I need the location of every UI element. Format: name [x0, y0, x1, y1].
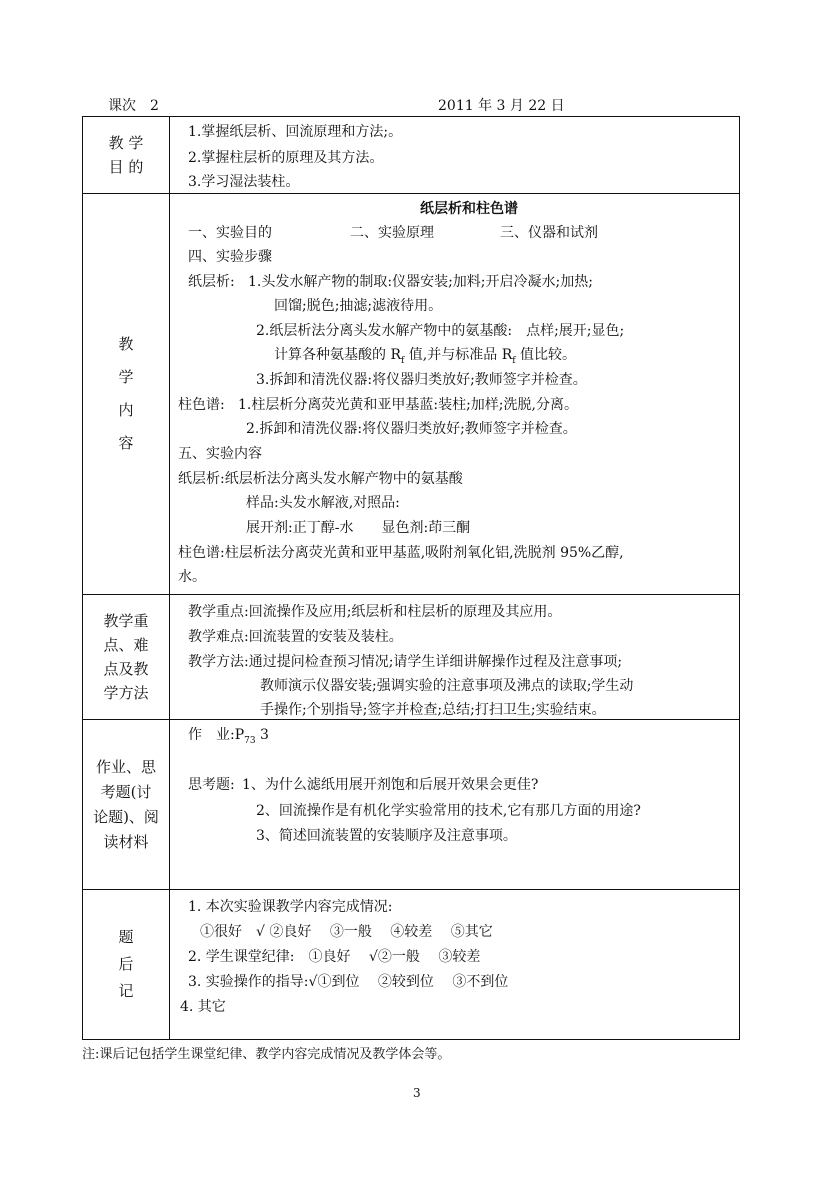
question-3: 3、简述回流装置的安装顺序及注意事项。 [256, 828, 517, 844]
section-instruments: 三、仪器和试剂 [500, 225, 598, 241]
completion-heading: 1. 本次实验课教学内容完成情况: [188, 899, 393, 915]
exp-column: 柱色谱:柱层析法分离荧光黄和亚甲基蓝,吸附剂氧化铝,洗脱剂 95%乙醇, [178, 545, 624, 561]
objectives-cell [170, 117, 740, 194]
content-label [83, 194, 170, 595]
homework-label-line: 读材料 [103, 832, 149, 851]
discipline-line: 2. 学生课堂纪律: ①良好 √②一般 ③较差 [188, 949, 481, 965]
paper-step-2-cont: 计算各种氨基酸的 $R_f$ 值,并与标准品 $R_f$ 值比较。 [274, 347, 577, 366]
focus-label-line: 学方法 [103, 684, 149, 702]
questions-label: 思考题: [188, 777, 235, 793]
header-row [108, 95, 738, 115]
question-1: 1、为什么滤纸用展开剂饱和后展开效果会更佳? [242, 777, 539, 793]
exp-paper: 纸层析:纸层析法分离头发水解产物中的氨基酸 [178, 471, 463, 487]
section-principle: 二、实验原理 [350, 225, 434, 241]
homework-assignment: 作 业$:P_{73}$ 3 [188, 727, 269, 746]
content-cell [170, 194, 740, 595]
paper-step-1: 1.头发水解产物的制取:仪器安装;加料;开启冷凝水;加热; [248, 274, 593, 290]
content-label-line: 教 [118, 335, 134, 353]
objective-item: 1.掌握纸层析、回流原理和方法;。 [188, 124, 403, 140]
section-purpose: 一、实验目的 [188, 225, 272, 241]
column-label: 柱色谱: [178, 397, 225, 413]
exp-sample: 样品:头发水解液,对照品: [246, 495, 400, 511]
exp-column-cont: 水。 [178, 569, 206, 585]
objective-item: 2.掌握柱层析的原理及其方法。 [188, 150, 384, 166]
lesson-date: 2011 年 3 月 22 日 [438, 98, 565, 114]
lesson-number: 课次 2 [108, 98, 159, 114]
paper-step-2: 2.纸层析法分离头发水解产物中的氨基酸: 点样;展开;显色; [256, 323, 625, 339]
paper-label: 纸层析: [188, 274, 235, 290]
paper-step-3: 3.拆卸和清洗仪器:将仪器归类放好;教师签字并检查。 [256, 372, 587, 388]
homework-cell [170, 720, 740, 890]
objectives-label-line: 教 学 [108, 134, 144, 152]
afterclass-cell [170, 890, 740, 1040]
exp-developer: 展开剂:正丁醇-水 显色剂:茚三酮 [246, 520, 471, 536]
homework-label-line: 论题)、阅 [93, 807, 159, 826]
homework-label [83, 720, 170, 890]
focus-label-line: 点及教 [103, 660, 149, 678]
afterclass-label-line: 记 [118, 982, 134, 1000]
content-label-line: 容 [118, 434, 134, 452]
teaching-method-cont: 教师演示仪器安装;强调实验的注意事项及沸点的读取;学生动 [260, 678, 634, 694]
completion-options: ①很好 √ ②良好 ③一般 ④较差 ⑤其它 [200, 924, 493, 940]
content-label-line: 学 [118, 368, 134, 386]
question-2: 2、回流操作是有机化学实验常用的技术,它有那几方面的用途? [256, 803, 641, 819]
afterclass-label-line: 题 [118, 928, 134, 946]
focus-cell [170, 595, 740, 720]
key-point: 教学重点:回流操作及应用;纸层析和柱层析的原理及其应用。 [188, 604, 562, 620]
difficult-point: 教学难点:回流装置的安装及装柱。 [188, 629, 403, 645]
content-title: 纸层析和柱色谱 [420, 201, 518, 217]
objectives-label-line: 目 的 [108, 158, 144, 176]
focus-label-line: 点、难 [103, 636, 149, 654]
paper-step-1-cont: 回馏;脱色;抽滤;滤液待用。 [274, 298, 443, 314]
steps-heading: 四、实验步骤 [188, 249, 272, 265]
teaching-method-cont: 手操作;个别指导;签字并检查;总结;打扫卫生;实验结束。 [260, 702, 606, 718]
column-step-2: 2.拆卸和清洗仪器:将仪器归类放好;教师签字并检查。 [246, 421, 577, 437]
exp-heading: 五、实验内容 [178, 446, 262, 462]
other-line: 4. 其它 [180, 999, 226, 1015]
homework-label-line: 作业、思 [95, 757, 156, 776]
page-number: 3 [413, 1086, 421, 1100]
content-label-line: 内 [118, 401, 134, 419]
teaching-method: 教学方法:通过提问检查预习情况;请学生详细讲解操作过程及注意事项; [188, 654, 623, 670]
lesson-plan-table [82, 116, 740, 1040]
objectives-label [83, 117, 170, 194]
guidance-line: 3. 实验操作的指导:√①到位 ②较到位 ③不到位 [188, 974, 509, 990]
objective-item: 3.学习湿法装柱。 [188, 174, 300, 190]
afterclass-label-line: 后 [118, 955, 134, 973]
footnote: 注:课后记包括学生课堂纪律、教学内容完成情况及教学体会等。 [82, 1047, 451, 1062]
column-step-1: 1.柱层析分离荧光黄和亚甲基蓝:装柱;加样;洗脱,分离。 [238, 397, 578, 413]
focus-label [83, 595, 170, 720]
focus-label-line: 教学重 [103, 612, 149, 630]
homework-label-line: 考题(讨 [100, 782, 152, 801]
afterclass-label [83, 890, 170, 1040]
